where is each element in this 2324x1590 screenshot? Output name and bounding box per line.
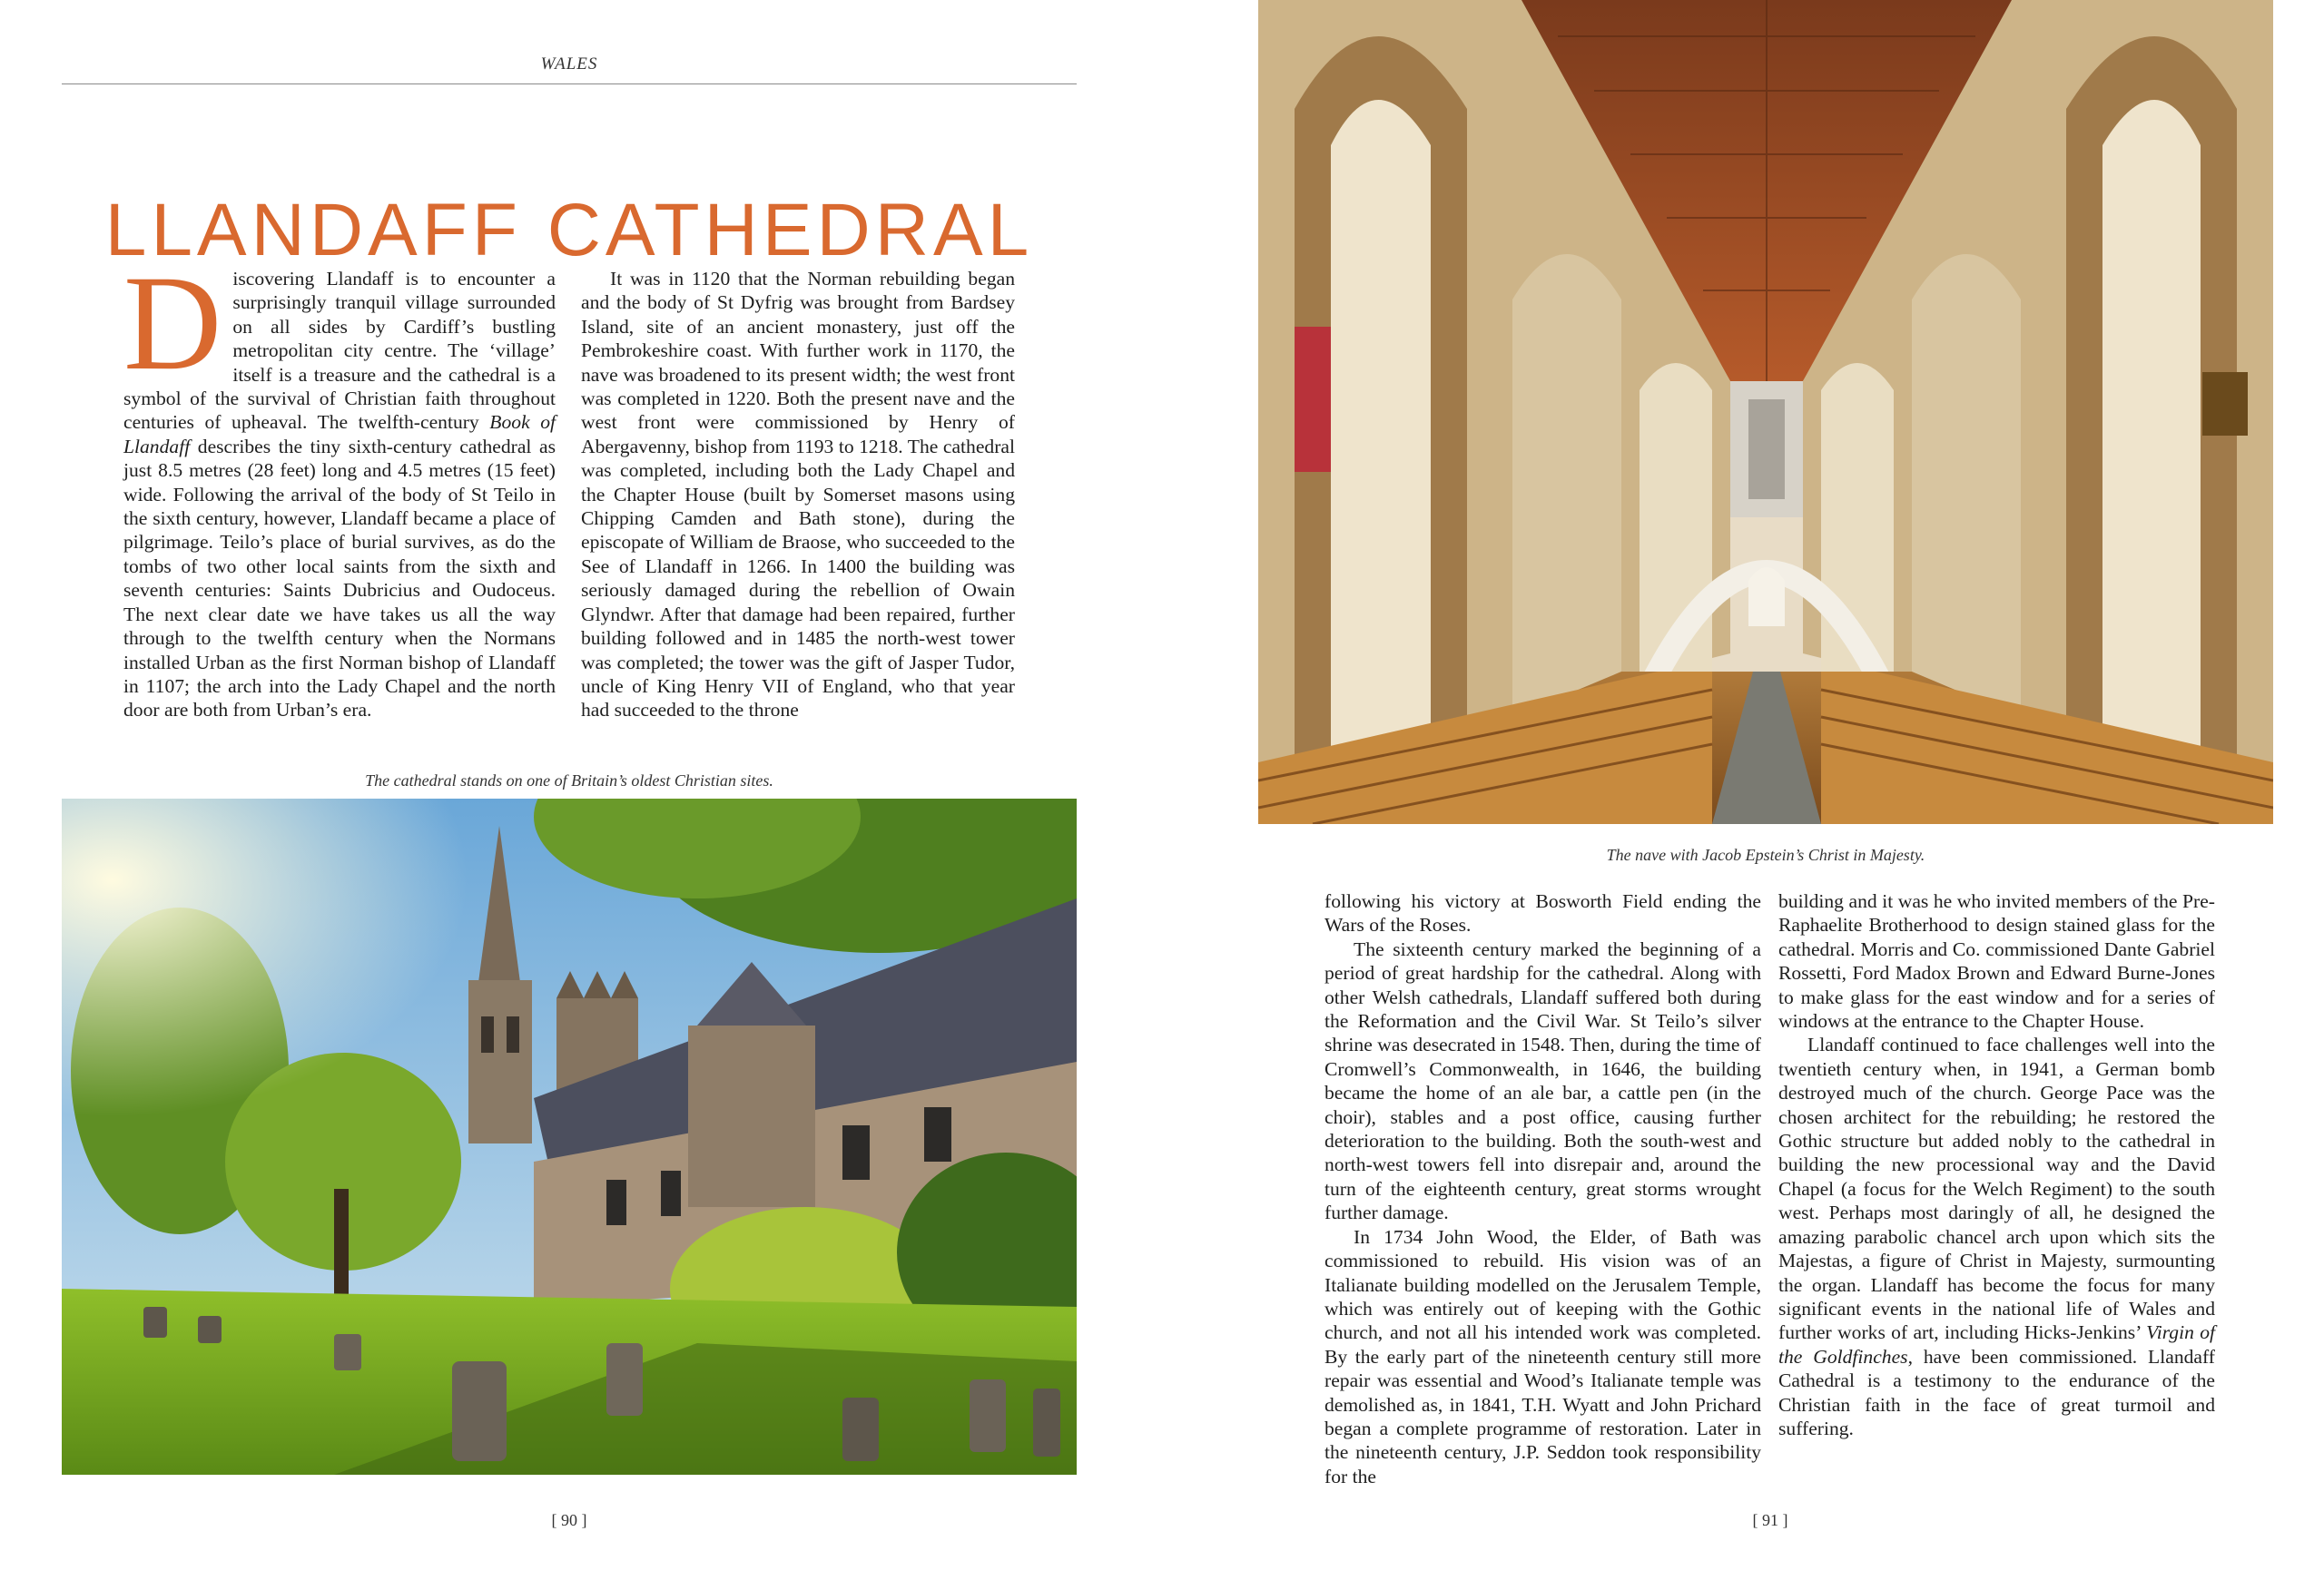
right-page [1162,0,2324,1590]
caption-nave: The nave with Jacob Epstein’s Christ in Majesty. [1606,846,1925,864]
running-head: WALES [540,54,598,74]
artwork-title: Virgin of the Goldfinches [1778,1321,2216,1368]
cathedral-exterior-illustration [62,799,1077,1475]
caption-cathedral-exterior: The cathedral stands on one of Britain’s oldest Christian sites. [365,771,773,790]
cathedral-nave-photo [1258,0,2273,824]
right-column-2 [1778,889,2215,1440]
left-column-1 [123,248,556,722]
book-title: Book of Llandaff [123,411,556,457]
body-text: building and it was he who invited members of the Pre-Raphaelite Brotherhood to design stained glass for the cathedral. Morris and Co. commissioned Dante Gabriel Rossetti, Ford Madox Brown and Edward Burne-Jones to make glass for the east window and for a series of windows at the entrance to the Chapter House. [1778,890,2215,1033]
body-text: describes the tiny sixth-century cathedral as just 8.5 metres (28 feet) long and 4.5 metres (15 feet) wide. Following the arrival of the body of St Teilo in the sixth century, however, Llandaff became a place of pilgrimage. Teilo’s place of burial survives, as do the tombs of two other local saints from the sixth and seventh centuries: Saints Dubricius and Oudoceus. The next clear date we have takes us all the way through to the twelfth century when the Normans installed Urban as the first Norman bishop of Llandaff in 1107; the arch into the Lady Chapel and the north door are both from Urban’s era. [123,435,556,721]
body-text: The sixteenth century marked the beginning of a period of great hardship for the cathedral. Along with other Welsh cathedrals, Llandaff suffered both during the Reformation and the Civil War. St Teilo’s silver shrine was desecrated in 1548. Then, during the time of Cromwell’s Commonwealth, in 1646, the building became the home of an ale bar, a cattle pen (in the choir), stables and a post office, causing further deterioration to the building. Both the south-west and north-west towers fell into disrepair and, around the turn of the eighteenth century, great storms wrought further damage. [1324,937,1761,1224]
drop-cap: D [123,248,222,398]
body-text: It was in 1120 that the Norman rebuilding began and the body of St Dyfrig was brought from Bardsey Island, site of an ancient monastery, just off the Pembrokeshire coast. With further work in 1170, the nave was broadened to its present width; the west front was completed in 1220. Both the present nave and the west front were commissioned by Henry of Abergavenny, bishop from 1193 to 1218. The cathedral was completed, including both the Lady Chapel and the Chapter House (built by Somerset masons using Chipping Camden and Bath stone), during the episcopate of William de Braose, who succeeded to the See of Llandaff in 1266. In 1400 the building was seriously damaged during the rebellion of Owain Glyndwr. After that damage had been repaired, further building followed and in 1485 the north-west tower was completed; the tower was the gift of Jasper Tudor, uncle of King Henry VII of England, who that year had succeeded to the throne [581,268,1015,721]
body-text: In 1734 John Wood, the Elder, of Bath was commissioned to rebuild. His vision was of an Italianate building modelled on the Jerusalem Temple, which was entirely out of keeping with the Gothic church, and not all his intended work was completed. By the early part of the nineteenth century still more repair was essential and Wood’s Italianate temple was demolished as, in 1841, T.H. Wyatt and John Prichard began a complete programme of restoration. Later in the nineteenth century, J.P. Seddon took responsibility for the [1324,1225,1761,1487]
page-title: LLANDAFF CATHEDRAL [104,188,1034,271]
cathedral-nave-illustration [1258,0,2273,824]
page-number-right: [ 91 ] [1752,1511,1788,1529]
body-text: , have been commissioned. Llandaff Cathedral is a testimony to the endurance of the Christian faith in the face of great turmoil and suffering. [1778,1345,2215,1439]
left-column-2 [581,267,1015,722]
page-number-left: [ 90 ] [551,1511,587,1529]
header-rule [62,83,1077,84]
body-text: Llandaff continued to face challenges well into the twentieth century when, in 1941, a German bomb destroyed much of the church. George Pace was the chosen architect for the rebuilding; he restored the Gothic structure but added nobly to the cathedral in building the new processional way and the David Chapel (a focus for the Welch Regiment) to the south west. Perhaps most daringly of all, he designed the amazing parabolic chancel arch upon which sits the Majestas, a figure of Christ in Majesty, surmounting the organ. Llandaff has become the focus for many significant events in the national life of Wales and further works of art, including Hicks-Jenkins’ [1778,1034,2215,1344]
body-text: following his victory at Bosworth Field ending the Wars of the Roses. [1324,890,1761,937]
body-text: iscovering Llandaff is to encounter a surprisingly tranquil village surrounded on all sides by Cardiff’s bustling metropolitan city centre. The ‘village’ itself is a treasure and the cathedral is a symbol of the survival of Christian faith throughout centuries of upheaval. The twelfth-century [123,268,556,434]
right-column-1 [1324,889,1761,1488]
cathedral-exterior-photo [62,799,1077,1475]
